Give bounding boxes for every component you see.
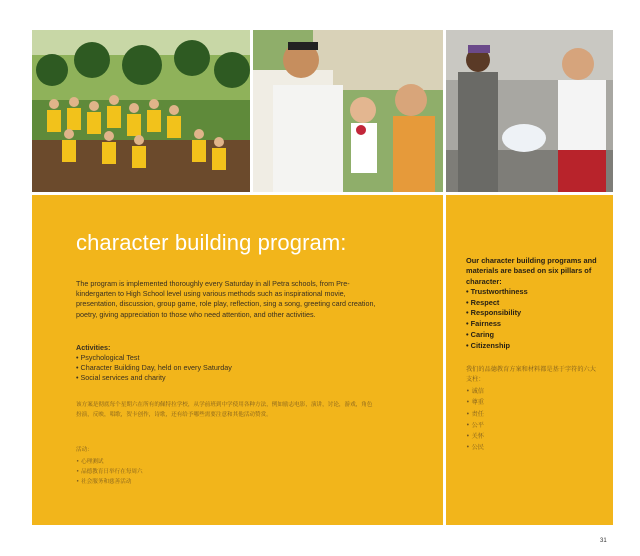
- program-intro: The program is implemented thoroughly every Saturday in all Petra schools, from Pre-kindergarten to High School level using various methods such as inspirational movie, presentation, discussion, group game, role play, reflection, sing a song, greeting card creation, poetry, giving appreciation to those who need attention, and other activities.: [76, 279, 376, 319]
- activities-heading: Activities:: [76, 343, 111, 352]
- list-item: • 公平: [466, 421, 484, 429]
- list-item: • Respect: [466, 297, 500, 307]
- list-item: • Fairness: [466, 319, 502, 329]
- list-item: • Character Building Day, held on every Saturday: [76, 363, 232, 373]
- chinese-pillars-heading: 我们的品德教育方案和材料都是基于字符的六大支柱：: [466, 366, 596, 383]
- student-handing-bag-photo: [446, 30, 613, 192]
- chinese-program-intro: 该方案是彻底每个星期六在所有的佩特拉学校，从学前班到中学使用各种方法，例如励志电影，演讲，讨论，游戏，角色扮演，反映，唱歌，贺卡创作，诗歌，还有给予哪些需要注意和其他活动赞赏。: [76, 402, 373, 418]
- pillars-list: [466, 287, 528, 351]
- list-item: • 公民: [466, 444, 484, 452]
- list-item: • 诚信: [466, 388, 484, 395]
- chinese-activities-list: [76, 457, 143, 487]
- pillars-panel: [446, 195, 613, 525]
- list-item: • 责任: [466, 410, 484, 418]
- list-item: • Responsibility: [466, 308, 522, 318]
- officer-giving-flower-image: [253, 30, 443, 192]
- list-item: • Social services and charity: [76, 373, 166, 383]
- list-item: • Citizenship: [466, 340, 511, 350]
- page-title: character building program:: [76, 230, 347, 255]
- list-item: • 心理测试: [76, 459, 104, 465]
- list-item: • 品德教育日举行在每周六: [76, 469, 143, 475]
- children-group-image: [32, 30, 250, 192]
- program-description-panel: [32, 195, 443, 525]
- list-item: • Psychological Test: [76, 353, 140, 362]
- list-item: • 尊重: [466, 399, 484, 407]
- page-number: 31: [600, 538, 607, 544]
- list-item: • 关怀: [466, 433, 484, 441]
- chinese-pillars-list: [466, 386, 484, 454]
- officer-giving-flower-photo: [253, 30, 443, 192]
- list-item: • Trustworthiness: [466, 287, 528, 296]
- activities-list: [76, 353, 232, 384]
- list-item: • Caring: [466, 329, 495, 339]
- children-group-photo: [32, 30, 250, 192]
- chinese-activities-heading: 活动：: [76, 447, 93, 453]
- pillars-heading: Our character building programs and materials are based on six pillars of character:: [466, 256, 597, 286]
- list-item: • 社会服务和慈善活动: [76, 479, 132, 485]
- student-handing-bag-image: [446, 30, 613, 192]
